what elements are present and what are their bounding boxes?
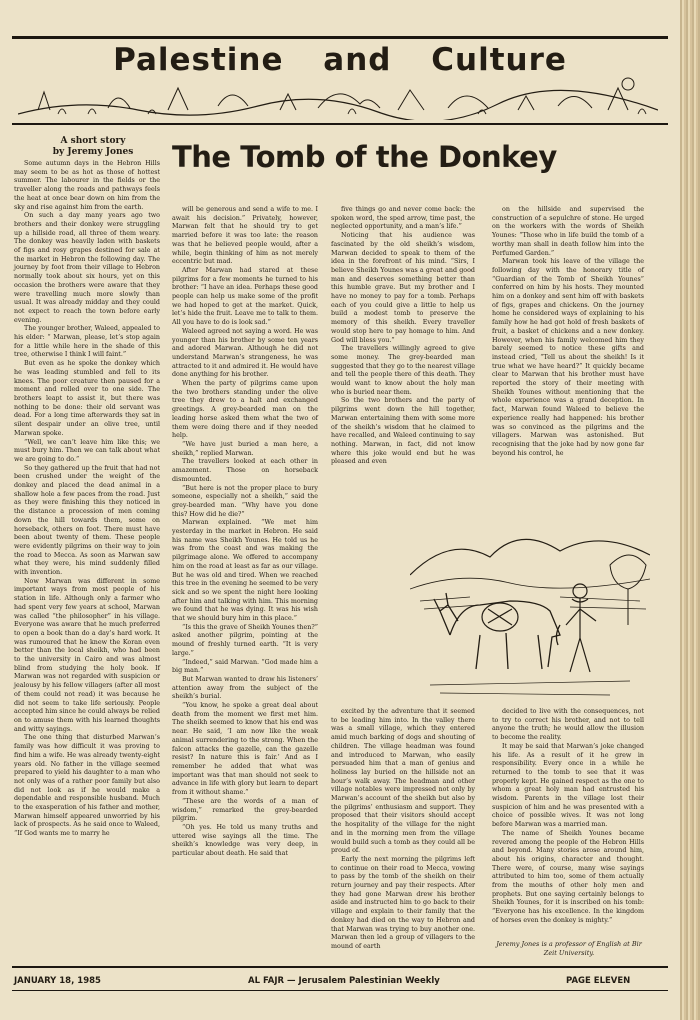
paragraph: excited by the adventure that it seemed to be leading him into. In the valley there was a small village, which they entered amid much barking of dogs and shouting of children. The village headman was found and introduced to Marwan, who easily persuaded him that a man of genius and holiness lay buried on the hillside not an hour’s walk away. The headman and other village notables were impressed not only by Marwan’s account of the sheikh but also by the pilgrims’ enthusiasm and support. They proposed that their visitors should accept the hospitality of the village for the night and in the morning men from the village would build such a tomb as they could all be proud of. — [331, 708, 475, 855]
paragraph: “You know, he spoke a great deal about death from the moment we first met him. The sheikh seemed to know that his end was near. He said, ‘I am now like the weak animal surrendering to the strong. When the falcon attacks the gazelle, can the gazelle resist? In nature this is fair.’ And as I remember he added that what was important was that man should not seek to advance in life with glory but learn to depart from it without shame.” — [172, 702, 318, 797]
author-byline: by Jeremy Jones — [52, 147, 134, 157]
paragraph: Marwan explained. “We met him yesterday in the market in Hebron. He said his name was Sheikh Younes. He told us he was from the coast and was making the pilgrimage alone. We offered to accompany him on the road at least as far as our village. But he was old and tired. When we reached this tree in the evening he seemed to be very sick and so we spent the night here looking after him and talking with him. This morning we found that he was dying. It was his wish that we should bury him in this place.” — [172, 519, 318, 623]
author-note: Jeremy Jones is a professor of English at Bir Zeit University. — [496, 940, 642, 957]
paragraph: “Oh yes. He told us many truths and uttered wise sayings all the time. The sheikh’s knowledge was very deep, in particular about death. He said that — [172, 823, 318, 858]
text-column-3-top — [331, 206, 475, 496]
footer-date: JANUARY 18, 1985 — [14, 976, 101, 986]
paragraph: When the party of pilgrims came upon the two brothers standing under the olive tree they drew to a halt and exchanged greetings. A grey-bearded man on the leading horse asked them what the two of them were doing there and if they needed help. — [172, 380, 318, 440]
paragraph: on the hillside and supervised the construction of a sepulchre of stone. He urged on the workers with the words of Sheikh Younes: “Those who in life build the tomb of a worthy man shall in death follow him into the Perfumed Garden.” — [492, 206, 644, 257]
paragraph: “These are the words of a man of wisdom,” remarked the grey-bearded pilgrim. — [172, 797, 318, 823]
footer-rule — [12, 966, 668, 968]
paragraph: “But here is not the proper place to bury someone, especially not a sheikh,” said the grey-bearded man. “Why have you done this? How did he die?” — [172, 484, 318, 518]
paragraph: But Marwan wanted to draw his listeners’ attention away from the subject of the sheikh’s burial. — [172, 675, 318, 701]
text-column-3-bottom — [331, 708, 475, 961]
paragraph: Early the next morning the pilgrims left to continue on their road to Mecca, vowing to pass by the tomb of the sheikh on their return journey and pay their respects. After they had gone Marwan drew his brother aside and instructed him to go back to their village and explain to their family that the donkey had died on the way to Hebron and that Marwan was trying to buy another one. Marwan then led a group of villagers to the mound of earth — [331, 855, 475, 950]
paragraph: The travellers willingly agreed to give some money. The grey-bearded man suggested that they go to the nearest village and tell the people there of this death. They would want to know about the holy man who is buried near them. — [331, 345, 476, 396]
paragraph: Marwan took his leave of the village the following day with the honorary title of “Guardian of the Tomb of Sheikh Younes” conferred on him by his hosts. They mounted him on a donkey and sent him off with baskets of figs, grapes and chickens. On the journey home he considered ways of explaining to his family how he had got hold of fresh baskets of fruit, a basket of chickens and a new donkey. However, when his family welcomed him they barely seemed to notice these gifts and instead cried, “Tell us about the sheikh! Is it true what we have heard?” It quickly became clear to Marwan that his brother must have reported the story of their meeting with Sheikh Younes without mentioning that the whole experience was a grand deception. In fact, Marwan found Waleed to believe the experience really had happened: his brother was so convinced as the pilgrims and the villagers. Marwan was astonished. But recognising that the joke had by now gone far beyond his control, he — [492, 258, 644, 457]
binding-edge — [680, 0, 700, 1020]
paragraph: It may be said that Marwan’s joke changed his life. As a result of it he grew in responsibility. Every once in a while he returned to the tomb to see that it was properly kept. He gained respect as the one to whom a great holy man had entrusted his wisdom. Parents in the village lost their suspicion of him and he was presented with a choice of possible wives. It was not long before Marwan was a married man. — [492, 742, 644, 829]
paragraph: So the two brothers and the party of pilgrims went down the hill together, Marwan entertaining them with some more of the sheikh’s wisdom that he claimed to have recalled, and Waleed continuing to say nothing. Marwan, in fact, did not know where this joke would end but he was pleased and even — [331, 397, 475, 466]
footer-publication: AL FAJR — Jerusalem Palestinian Weekly — [248, 976, 440, 986]
paragraph: But even as he spoke the donkey which he was leading stumbled and fell to its knees. The poor creature then paused for a moment and rolled over to one side. The brothers leapt to assist it, but there was nothing to be done: their old servant was dead. For a long time afterwards they sat in silent despair under an olive tree, until Marwan spoke. — [14, 360, 160, 437]
text-column-2 — [172, 206, 318, 961]
paragraph: Waleed agreed not saying a word. He was younger than his brother by some ten years and adored Marwan. Although he did not understand Marwan’s strangeness, he was attracted to it and admired it. He would have done anything for his brother. — [172, 327, 318, 379]
story-kicker — [18, 136, 168, 158]
text-column-4-bottom — [492, 708, 644, 926]
story-type: A short story — [60, 136, 126, 146]
section-banner-illustration — [18, 70, 658, 120]
text-column-1 — [14, 160, 160, 960]
paragraph: “We have just buried a man here, a sheikh,” replied Marwan. — [172, 440, 318, 457]
paragraph: “Indeed,” said Marwan. “God made him a big man.” — [172, 658, 318, 675]
paragraph: The name of Sheikh Younes became revered among the people of the Hebron Hills and beyond. Many stories arose around him, about his origins, character and thought. There were, of course, many wise sayings attributed to him too, some of them actually from the mouths of other holy men and prophets. But one saying certainly belongs to Sheikh Younes, for it is inscribed on his tomb: “Everyone has his excellence. In the kingdom of horses even the donkey is mighty.” — [492, 829, 644, 924]
paragraph: On such a day many years ago two brothers and their donkey were struggling up a hillside road, all three of them weary. The donkey was heavily laden with baskets of figs and rosy grapes destined for sale at the market in Hebron the following day. The journey by foot from their village to Hebron normally took about six hours, yet on this occasion the brothers were aware that they were travelling much more slowly than usual. It was already midday and they could not expect to reach the town before early evening. — [14, 212, 160, 324]
story-headline: The Tomb of the Donkey — [172, 140, 557, 174]
paragraph: “Is this the grave of Sheikh Younes then?” asked another pilgrim, pointing at the mound of freshly turned earth. “It is very large.” — [172, 623, 318, 657]
section-title: Palestine and Culture — [113, 42, 567, 78]
paragraph: will be generous and send a wife to me. I await his decision.” Privately, however, Marwan felt that he should try to get married before it was too late: the reason was that he believed people would, after a while, begin thinking of him as not merely eccentric but mad. — [172, 206, 318, 266]
text-column-4-top — [492, 206, 644, 496]
paragraph: Some autumn days in the Hebron Hills may seem to be as hot as those of hottest summer. The labourer in the fields or the traveller along the roads and pathways feels the heat at once bear down on him from the sky and rise against him from the earth. — [14, 160, 160, 211]
donkey-illustration — [410, 505, 650, 705]
footer-page-number: PAGE ELEVEN — [566, 976, 631, 986]
paragraph: Now Marwan was different in some important ways from most people of his station in life. Although only a farmer who had spent very few years at school, Marwan was called “the philosopher” in his village. Everyone was aware that he much preferred to open a book than do a day’s hard work. It was rumoured that he knew the Koran even better than the local sheikh, who had been to the university in Cairo and was almost blind from studying the holy book. If Marwan was not regarded with suspicion or jealousy by his fellow villagers (after all most of them could not read) it was because he did not seem to take life seriously. People accepted him since he could always be relied on to amuse them with his learned thoughts and witty sayings. — [14, 577, 160, 733]
paragraph: After Marwan had stared at these pilgrims for a few moments he turned to his brother: “I have an idea. Perhaps these good people can help us make some of the profit we had hoped to get at the market. Quick, let’s hide the fruit. Leave me to talk to them. All you have to do is look sad.” — [172, 266, 318, 327]
top-rule — [12, 36, 668, 39]
paragraph: five things go and never come back: the spoken word, the sped arrow, time past, the neglected opportunity, and a man’s life.” — [331, 206, 475, 231]
header-rule — [12, 123, 668, 125]
paragraph: “Well, we can’t leave him like this; we must bury him. Then we can talk about what we are going to do.” — [14, 438, 160, 463]
footer-bottom-rule — [12, 990, 668, 991]
paragraph: The younger brother, Waleed, appealed to his elder: “ Marwan, please, let’s stop again for a little while here in the shade of this tree, otherwise I think I will faint.” — [14, 325, 160, 359]
paragraph: Noticing that his audience was fascinated by the old sheikh’s wisdom, Marwan decided to speak to them of the idea in the forefront of his mind. “Sirs, I believe Sheikh Younes was a great and good man and deserves something better than this humble grave. But my brother and I have no money to pay for a tomb. Perhaps each of you could give a little to help us build a modest tomb to preserve the memory of this sheikh. Every traveller would stop here to pay homage to him. And God will bless you.” — [331, 232, 475, 344]
paragraph: The one thing that disturbed Marwan’s family was how difficult it was proving to find him a wife. He was already twenty-eight years old. No father in the village seemed prepared to yield his daughter to a man who not only was of a rather poor family but also did not look as if he would make a dependable and responsible husband. Much to the exasperation of his father and mother, Marwan himself appeared unworried by his lack of prospects. As he said once to Waleed, “If God wants me to marry he — [14, 734, 160, 838]
paragraph: decided to live with the consequences, not to try to correct his brother, and not to tell anyone the truth; he would allow the illusion to become the reality. — [492, 708, 644, 742]
paragraph: The travellers looked at each other in amazement. Those on horseback dismounted. — [172, 458, 318, 483]
paragraph: So they gathered up the fruit that had not been crushed under the weight of the donkey and placed the dead animal in a shallow hole a few paces from the road. Just as they were finishing this they noticed in the distance a procession of men coming down the hill towards them, some on horseback, others on foot. There must have been about twenty of them. These people were evidently pilgrims on their way to join the road to Mecca. As soon as Marwan saw what they were, his mind suddenly filled with invention. — [14, 464, 160, 577]
